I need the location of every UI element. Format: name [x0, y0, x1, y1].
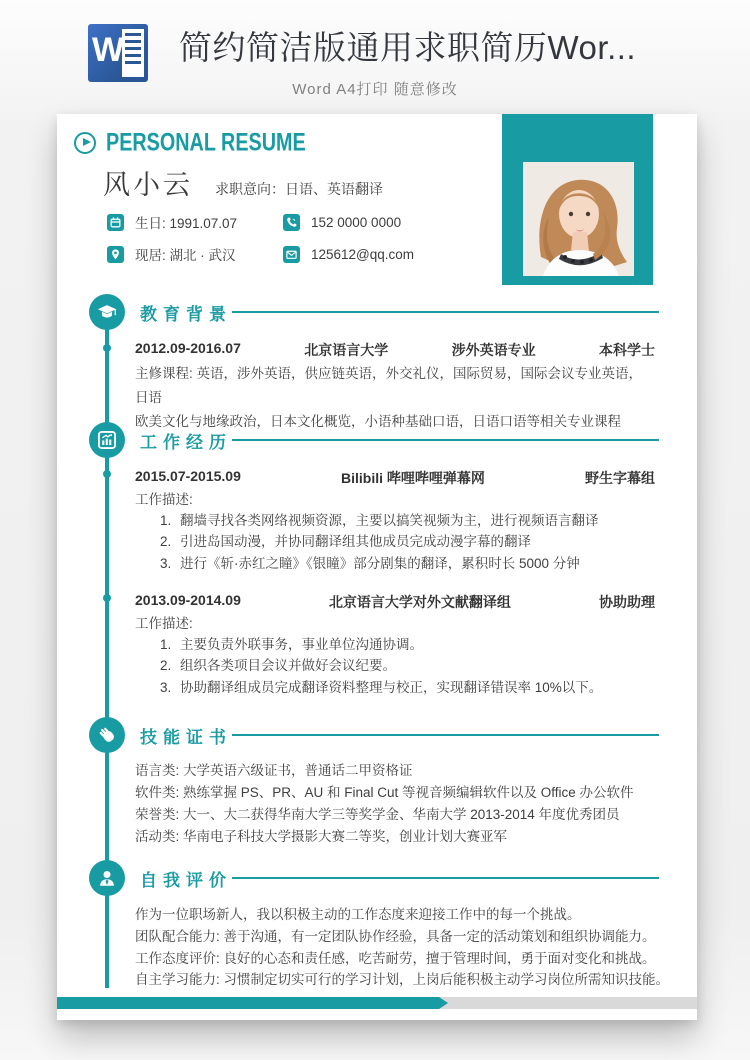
work-role: 协助助理	[599, 594, 655, 610]
education-entry	[135, 340, 655, 434]
work-org: Bilibili 哔哩哔哩弹幕网	[340, 470, 485, 486]
section-education-title: 教育背景	[140, 304, 232, 324]
word-logo-letter: W	[92, 31, 125, 69]
section-rule	[232, 311, 659, 313]
person-icon	[89, 860, 125, 896]
skill-line: 语言类: 大学英语六级证书，普通话二甲资格证	[135, 763, 413, 778]
bottom-progress-track	[57, 997, 697, 1009]
skill-line: 软件类: 熟练掌握 PS、PR、AU 和 Final Cut 等视音频编辑软件以及 Office 办公软件	[135, 785, 634, 800]
job-objective: 求职意向：日语、英语翻译	[215, 181, 383, 197]
play-icon	[74, 132, 96, 154]
item-number: 1.	[160, 637, 172, 652]
birthday-item	[107, 212, 283, 232]
hand-icon	[89, 717, 125, 753]
evaluation-line: 作为一位职场新人，我以积极主动的工作态度来迎接工作中的每一个挑战。	[135, 907, 581, 922]
skill-line: 荣誉类: 大一、大二获得华南大学三等奖学金、华南大学 2013-2014 年度优秀团员	[135, 807, 620, 822]
timeline-dot	[103, 470, 111, 478]
residence-text: 现居: 湖北 · 武汉	[135, 248, 236, 263]
evaluation-line: 工作态度评价: 良好的心态和责任感，吃苦耐劳，擅于管理时间，勇于面对变化和挑战。	[135, 950, 656, 966]
section-evaluation-header	[89, 860, 659, 896]
work-entry	[135, 592, 655, 698]
timeline-dot	[103, 594, 111, 602]
name-row	[103, 163, 383, 202]
banner-label: PERSONAL RESUME	[106, 127, 306, 156]
edu-period: 2012.09-2016.07	[135, 340, 241, 356]
phone-item	[283, 212, 483, 232]
edu-degree: 本科学士	[599, 342, 655, 358]
list-item	[135, 634, 655, 655]
evaluation-list	[135, 904, 670, 991]
edu-major: 涉外英语专业	[451, 342, 536, 358]
phone-text: 152 0000 0000	[311, 214, 402, 230]
word-logo-icon	[88, 24, 148, 82]
resume-card	[57, 114, 697, 1020]
skill-line: 活动类: 华南电子科技大学摄影大赛二等奖，创业计划大赛亚军	[135, 829, 508, 844]
work-period: 2015.07-2015.09	[135, 468, 241, 484]
section-education-header	[89, 294, 659, 330]
section-work-title: 工作经历	[140, 432, 232, 452]
section-rule	[232, 734, 659, 736]
banner	[74, 129, 338, 156]
evaluation-line: 团队配合能力: 善于沟通，有一定团队协作经验，具备一定的活动策划和组织协调能力。	[135, 928, 656, 944]
work-period: 2013.09-2014.09	[135, 592, 241, 608]
work-org: 北京语言大学对外文献翻译组	[328, 594, 511, 610]
page-title: 简约简洁版通用求职简历Wor...	[179, 29, 637, 66]
email-text: 125612@qq.com	[311, 246, 415, 262]
work-desc-label: 工作描述:	[135, 492, 193, 507]
item-text: 组织各类项目会议并做好会议纪要。	[180, 658, 396, 674]
timeline-dot	[103, 344, 111, 352]
item-text: 翻墙寻找各类网络视频资源，主要以搞笑视频为主，进行视频语言翻译	[180, 513, 599, 528]
birthday-text: 生日: 1991.07.07	[135, 216, 238, 231]
photo-background	[502, 114, 653, 285]
item-text: 进行《斩·赤红之瞳》《银瞳》部分剧集的翻译，累积时长 5000 分钟	[180, 555, 580, 571]
section-rule	[232, 877, 659, 879]
list-item	[135, 553, 655, 574]
list-item	[135, 677, 655, 698]
section-rule	[232, 439, 659, 441]
calendar-icon	[107, 214, 124, 231]
section-skills-header	[89, 717, 659, 753]
item-text: 协助翻译组成员完成翻译资料整理与校正，实现翻译错误率 10%以下。	[180, 679, 603, 695]
section-work-header	[89, 422, 659, 458]
section-evaluation-title: 自我评价	[140, 870, 232, 890]
edu-courses-line1: 主修课程: 英语，涉外英语，供应链英语，外交礼仪，国际贸易，国际会议专业英语，日语	[135, 366, 643, 405]
location-icon	[107, 246, 124, 263]
edu-school: 北京语言大学	[304, 342, 389, 358]
page-header	[0, 0, 750, 112]
profile-photo	[523, 162, 634, 276]
evaluation-line: 自主学习能力: 习惯制定切实可行的学习计划，上岗后能积极主动学习岗位所需知识技能。	[135, 972, 670, 988]
work-entry	[135, 468, 655, 574]
item-text: 主要负责外联事务，事业单位沟通协调。	[180, 637, 423, 652]
contact-grid	[107, 212, 483, 264]
item-number: 3.	[160, 555, 172, 571]
page-subtitle: Word A4打印 随意修改	[292, 81, 458, 98]
bar-chart-icon	[89, 422, 125, 458]
list-item	[135, 655, 655, 676]
work-role: 野生字幕组	[584, 470, 655, 486]
list-item	[135, 531, 655, 552]
mail-icon	[283, 246, 300, 263]
edu-courses-line2: 欧美文化与地缘政治，日本文化概览，小语种基础口语，日语口语等相关专业课程	[135, 414, 621, 429]
item-number: 2.	[160, 534, 172, 550]
section-skills-title: 技能证书	[140, 727, 232, 747]
item-text: 引进岛国动漫，并协同翻译组其他成员完成动漫字幕的翻译	[180, 534, 531, 550]
phone-icon	[283, 214, 300, 231]
work-desc-label: 工作描述:	[135, 616, 193, 631]
candidate-name: 风小云	[103, 170, 193, 200]
bottom-progress-fill	[57, 997, 448, 1009]
skills-list	[135, 760, 655, 848]
graduation-cap-icon	[89, 294, 125, 330]
list-item	[135, 510, 655, 531]
item-number: 1.	[160, 513, 172, 528]
item-number: 2.	[160, 658, 172, 674]
email-item	[283, 244, 483, 264]
item-number: 3.	[160, 679, 172, 695]
residence-item	[107, 244, 283, 264]
